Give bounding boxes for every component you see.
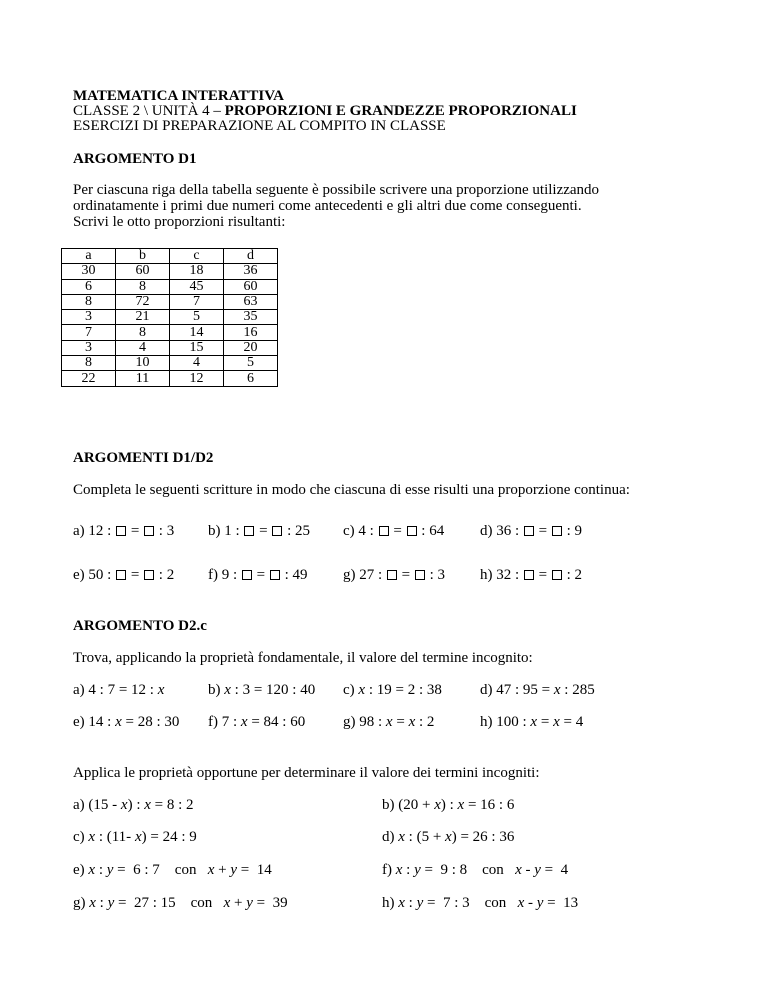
table-cell: 18 [170, 264, 224, 279]
exercise-suffix: : 3 [429, 567, 446, 583]
table-header-cell: b [116, 249, 170, 264]
table-cell: 8 [116, 279, 170, 294]
exercise-suffix: : 9 [566, 523, 583, 539]
table-cell: 8 [116, 325, 170, 340]
equation-item: a) 4 : 7 = 12 : x [73, 682, 165, 698]
table-cell: 3 [62, 310, 116, 325]
table-row [62, 325, 278, 340]
equation-item: f) 7 : x = 84 : 60 [208, 714, 306, 730]
table-cell: 72 [116, 294, 170, 309]
blank-box-icon [116, 570, 126, 580]
exercise-suffix: : 2 [158, 567, 175, 583]
blank-box-icon [272, 526, 282, 536]
table-row [62, 371, 278, 386]
table-cell: 35 [224, 310, 278, 325]
table-cell: 5 [224, 356, 278, 371]
equation-item: d) x : (5 + x) = 26 : 36 [382, 829, 515, 845]
table-cell: 6 [224, 371, 278, 386]
table-header-cell: d [224, 249, 278, 264]
equation-item: b) x : 3 = 120 : 40 [208, 682, 316, 698]
table-cell: 6 [62, 279, 116, 294]
table-cell: 7 [170, 294, 224, 309]
equation-item: e) x : y = 6 : 7 con x + y = 14 [73, 862, 272, 878]
table-cell: 4 [170, 356, 224, 371]
section3-intro2: Applica le proprietà opportune per determinare il valore dei termini incogniti: [73, 765, 540, 781]
exercise-item: a) 12 : = : 3 [73, 523, 175, 539]
table-cell: 22 [62, 371, 116, 386]
intro-line: Scrivi le otto proporzioni risultanti: [73, 214, 286, 230]
table-cell: 45 [170, 279, 224, 294]
blank-box-icon [552, 526, 562, 536]
equation-item: a) (15 - x) : x = 8 : 2 [73, 797, 194, 813]
table-cell: 5 [170, 310, 224, 325]
table-cell: 10 [116, 356, 170, 371]
table-cell: 16 [224, 325, 278, 340]
equation-item: c) x : 19 = 2 : 38 [343, 682, 442, 698]
blank-box-icon [116, 526, 126, 536]
section-heading-d1-d2: ARGOMENTI D1/D2 [73, 450, 214, 466]
section-heading-d1: ARGOMENTO D1 [73, 151, 197, 167]
table-row [62, 279, 278, 294]
exercise-item: g) 27 : = : 3 [343, 567, 446, 583]
table-header-row [62, 249, 278, 264]
blank-box-icon [379, 526, 389, 536]
equation-item: f) x : y = 9 : 8 con x - y = 4 [382, 862, 569, 878]
exercise-suffix: : 49 [284, 567, 308, 583]
equation-item: d) 47 : 95 = x : 285 [480, 682, 595, 698]
equation-item: h) 100 : x = x = 4 [480, 714, 584, 730]
equation-item: b) (20 + x) : x = 16 : 6 [382, 797, 515, 813]
table-cell: 21 [116, 310, 170, 325]
table-cell: 3 [62, 340, 116, 355]
table-row [62, 310, 278, 325]
exercise-prefix: c) 4 : [343, 523, 374, 539]
equation-item: g) 98 : x = x : 2 [343, 714, 435, 730]
blank-box-icon [144, 526, 154, 536]
blank-box-icon [244, 526, 254, 536]
blank-box-icon [415, 570, 425, 580]
doc-title: MATEMATICA INTERATTIVA [73, 88, 285, 104]
table-cell: 14 [170, 325, 224, 340]
table-cell: 20 [224, 340, 278, 355]
exercise-item: e) 50 : = : 2 [73, 567, 175, 583]
exercise-item: d) 36 : = : 9 [480, 523, 583, 539]
data-table [61, 248, 278, 387]
exercise-item: b) 1 : = : 25 [208, 523, 311, 539]
exercise-item: f) 9 : = : 49 [208, 567, 308, 583]
equation-item: h) x : y = 7 : 3 con x - y = 13 [382, 895, 579, 911]
table-cell: 8 [62, 356, 116, 371]
table-cell: 12 [170, 371, 224, 386]
exercise-item: h) 32 : = : 2 [480, 567, 583, 583]
exercise-prefix: a) 12 : [73, 523, 112, 539]
blank-box-icon [270, 570, 280, 580]
table-cell: 30 [62, 264, 116, 279]
section2-intro: Completa le seguenti scritture in modo che ciascuna di esse risulti una proporzione continua: [73, 482, 630, 498]
subtitle-prefix: CLASSE 2 \ UNITÀ 4 – [73, 103, 225, 119]
subtitle-topic: PROPORZIONI E GRANDEZZE PROPORZIONALI [224, 103, 577, 119]
table-header-cell: a [62, 249, 116, 264]
blank-box-icon [387, 570, 397, 580]
equation-item: e) 14 : x = 28 : 30 [73, 714, 180, 730]
exercise-suffix: : 3 [158, 523, 175, 539]
exercise-suffix: : 25 [287, 523, 311, 539]
table-cell: 36 [224, 264, 278, 279]
equation-item: g) x : y = 27 : 15 con x + y = 39 [73, 895, 288, 911]
table-header-cell: c [170, 249, 224, 264]
table-cell: 60 [116, 264, 170, 279]
table-row [62, 294, 278, 309]
table-row [62, 340, 278, 355]
table-cell: 8 [62, 294, 116, 309]
intro-line: Per ciascuna riga della tabella seguente è possibile scrivere una proporzione utilizzando [73, 182, 600, 198]
exercise-prefix: e) 50 : [73, 567, 112, 583]
exercise-prefix: h) 32 : [480, 567, 520, 583]
table-cell: 4 [116, 340, 170, 355]
table-row [62, 356, 278, 371]
blank-box-icon [407, 526, 417, 536]
exercise-suffix: : 2 [566, 567, 583, 583]
equation-item: c) x : (11- x) = 24 : 9 [73, 829, 197, 845]
exercise-item: c) 4 : = : 64 [343, 523, 445, 539]
exercise-suffix: : 64 [421, 523, 445, 539]
exercise-prefix: g) 27 : [343, 567, 383, 583]
table-row [62, 264, 278, 279]
doc-description: ESERCIZI DI PREPARAZIONE AL COMPITO IN CLASSE [73, 118, 446, 134]
blank-box-icon [144, 570, 154, 580]
exercise-prefix: b) 1 : [208, 523, 240, 539]
section-heading-d2c: ARGOMENTO D2.c [73, 618, 207, 634]
blank-box-icon [524, 570, 534, 580]
blank-box-icon [524, 526, 534, 536]
section3-intro: Trova, applicando la proprietà fondamentale, il valore del termine incognito: [73, 650, 533, 666]
blank-box-icon [552, 570, 562, 580]
exercise-prefix: f) 9 : [208, 567, 238, 583]
table-cell: 60 [224, 279, 278, 294]
table-cell: 63 [224, 294, 278, 309]
intro-line: ordinatamente i primi due numeri come antecedenti e gli altri due come conseguenti. [73, 198, 582, 214]
table-cell: 11 [116, 371, 170, 386]
table-cell: 15 [170, 340, 224, 355]
table-cell: 7 [62, 325, 116, 340]
exercise-prefix: d) 36 : [480, 523, 520, 539]
blank-box-icon [242, 570, 252, 580]
